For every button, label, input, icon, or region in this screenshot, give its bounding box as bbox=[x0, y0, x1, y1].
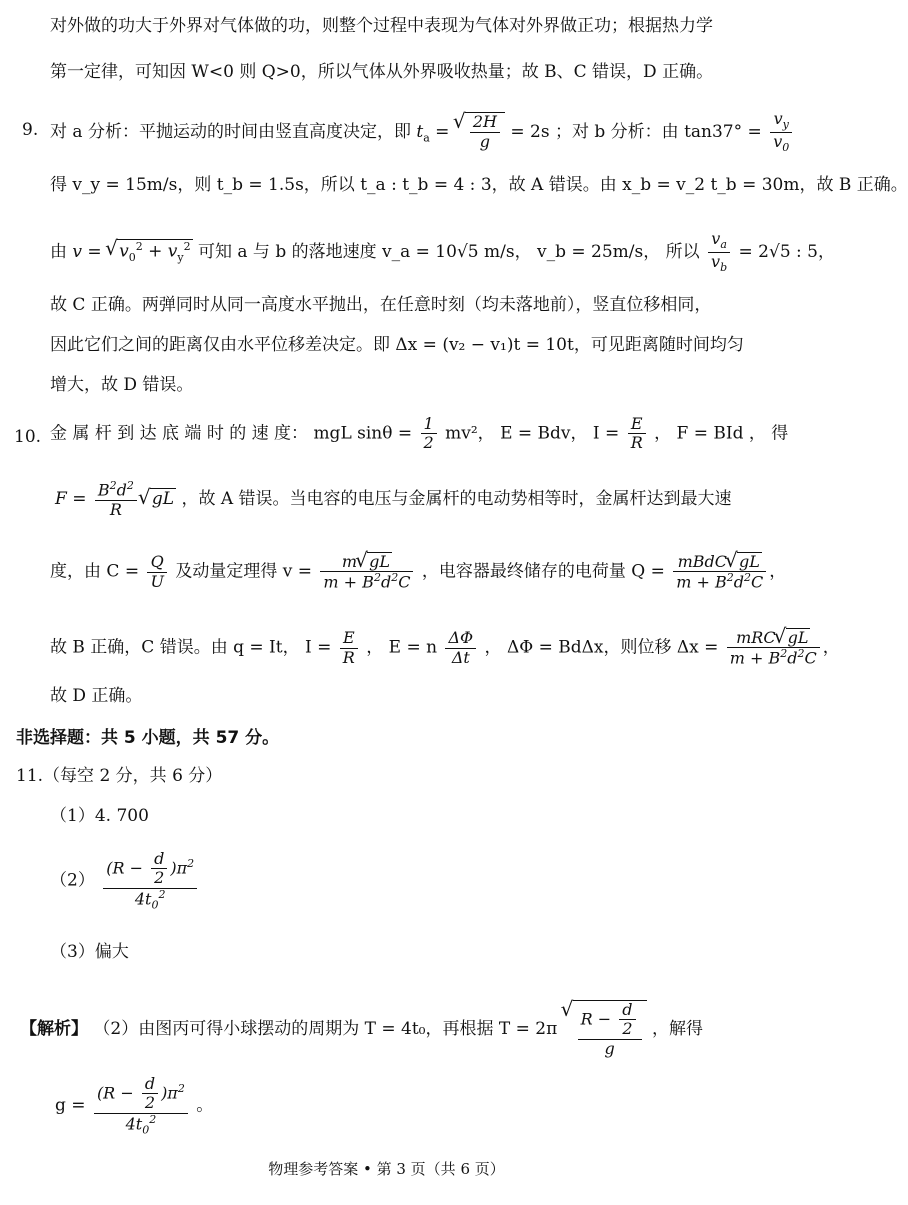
q9-text-3c: = 2√5 : 5， bbox=[738, 241, 835, 262]
q11-answer-1: （1）4. 700 bbox=[50, 806, 149, 826]
q9-text-a: 对 a 分析：平抛运动的时间由竖直高度决定，即 bbox=[50, 121, 411, 142]
q10-half: $\frac{1}{2}$ bbox=[421, 415, 437, 453]
q10-text-3c: ，电容器最终储存的电荷量 Q = bbox=[421, 561, 665, 582]
analysis-text-a: （2）由图丙可得小球摆动的周期为 T = 4t₀，再根据 T = 2π bbox=[93, 1019, 558, 1040]
q9-line-6: 增大，故 D 错误。 bbox=[50, 375, 194, 395]
analysis-line bbox=[20, 1000, 703, 1058]
final-g-line bbox=[55, 1075, 213, 1137]
q9-formula-v: v = √ $v_0^2 + v_y^2$ bbox=[72, 242, 192, 262]
text-line-2: 第一定律，可知因 W<0 则 Q>0，所以气体从外界吸收热量；故 B、C 错误，D 正确。 bbox=[50, 62, 714, 82]
q10-text-3b: 及动量定理得 v = bbox=[175, 561, 313, 582]
q10-formula-vmax: $\frac{m√ gL}{m + B^2d^2C}$ bbox=[320, 552, 413, 592]
q9-line-2: 得 v_y = 15m/s，则 t_b = 1.5s，所以 t_a : t_b = 4 : 3，故 A 错误。由 x_b = v_2 t_b = 30m，故 B 正确。 bbox=[50, 175, 908, 195]
q9-number: 9. bbox=[22, 120, 39, 140]
q10-text-1a: 金 属 杆 到 达 底 端 时 的 速 度： mgL sinθ = bbox=[50, 423, 413, 444]
q10-line-4: 故 B 正确，C 错误。由 q = It， I = $\frac{E}{R}$ ， E = n $\frac{\Delta\Phi}{\Delta t}$ ， ΔΦ = BdΔx，则位移 Δx = $\frac{\text{mRC√ gL}}{m + B^2d^2C}$ ， bbox=[50, 628, 840, 668]
q10-line-3: 度，由 C = $\frac{Q}{U}$ 及动量定理得 v = $\frac{m√ gL}{m + B^2d^2C}$ ，电容器最终储存的电荷量 Q = $\frac{\text{mBdC√ gL}}{m + B^2d^2C}$ ， bbox=[50, 552, 786, 592]
q10-text-4c: ， ΔΦ = BdΔx，则位移 Δx = bbox=[484, 637, 719, 658]
q10-text-2: ，故 A 错误。当电容的电压与金属杆的电动势相等时，金属杆达到最大速 bbox=[181, 489, 732, 510]
q10-q-over-u: $\frac{Q}{U}$ bbox=[147, 553, 166, 591]
q11-answer-3: （3）偏大 bbox=[50, 942, 129, 962]
q10-dphi-dt: $\frac{\Delta\Phi}{\Delta t}$ bbox=[445, 629, 476, 667]
q10-e-over-r-2: $\frac{E}{R}$ bbox=[340, 629, 358, 667]
q10-line-2 bbox=[55, 480, 732, 519]
q10-text-3a: 度，由 C = bbox=[50, 561, 140, 582]
q10-text-1c: ， F = BId ， 得 bbox=[654, 423, 789, 444]
q9-line-5: 因此它们之间的距离仅由水平位移差决定。即 Δx = (v₂ − v₁)t = 10t，可见距离随时间均匀 bbox=[50, 335, 744, 355]
q10-e-over-r: $\frac{E}{R}$ bbox=[628, 415, 646, 453]
text-line-1: 对外做的功大于外界对气体做的功，则整个过程中表现为气体对外界做正功；根据热力学 bbox=[50, 16, 713, 36]
final-g-formula: (R − $\frac{d}{2}$ )$\pi^2$ $4t_0^2$ bbox=[94, 1075, 188, 1137]
q9-line-3 bbox=[50, 230, 835, 275]
q9-text-3b: 可知 a 与 b 的落地速度 v_a = 10√5 m/s， v_b = 25m/s， 所以 bbox=[197, 241, 700, 262]
q9-formula-tan: tan37° = $\frac{v_y}{v_0}$ bbox=[684, 122, 795, 142]
q10-line-5: 故 D 正确。 bbox=[50, 686, 143, 706]
q10-text-1b: mv²， E = Bdv， I = bbox=[445, 423, 620, 444]
final-period: 。 bbox=[196, 1095, 214, 1116]
nonchoice-heading: 非选择题：共 5 小题，共 57 分。 bbox=[16, 728, 280, 748]
page-footer: 物理参考答案 • 第 3 页（共 6 页） bbox=[268, 1160, 505, 1178]
q10-formula-f: F = $\frac{B^2d^2}{R}$ √ gL bbox=[55, 489, 176, 509]
q11-label-2: （2） bbox=[50, 870, 95, 891]
q10-formula-q: $\frac{\text{mBdC√ gL}}{m + B^2d^2C}$ bbox=[673, 552, 766, 592]
q9-text-3a: 由 bbox=[50, 241, 67, 262]
analysis-sqrt: √ R − $\frac{d}{2}$ g bbox=[573, 1000, 647, 1058]
final-g-label: g = bbox=[55, 1095, 86, 1116]
q11-answer-2 bbox=[50, 850, 200, 912]
analysis-tag: 【解析】 bbox=[20, 1019, 88, 1040]
q10-number: 10. bbox=[14, 427, 42, 447]
q9-text-b: ；对 b 分析：由 bbox=[554, 121, 679, 142]
q10-text-4a: 故 B 正确，C 错误。由 q = It， I = bbox=[50, 637, 332, 658]
q9-line-1 bbox=[50, 110, 795, 155]
q11-formula-g: (R − $\frac{d}{2}$ )$\pi^2$ $4t_0^2$ bbox=[103, 850, 197, 912]
analysis-text-b: ，解得 bbox=[651, 1019, 703, 1040]
q9-line-4: 故 C 正确。两弹同时从同一高度水平抛出，在任意时刻（均未落地前），竖直位移相同， bbox=[50, 295, 712, 315]
q10-text-4b: ， E = n bbox=[366, 637, 438, 658]
q10-formula-dx: $\frac{\text{mRC√ gL}}{m + B^2d^2C}$ bbox=[727, 628, 820, 668]
q11-heading: 11.（每空 2 分，共 6 分） bbox=[16, 766, 223, 786]
q9-ratio: $\frac{v_a}{v_b}$ bbox=[708, 230, 730, 275]
q9-formula-ta: $t_a$ = √ $\frac{2H}{g}$ = 2s bbox=[416, 122, 549, 142]
q10-line-1 bbox=[50, 415, 788, 453]
